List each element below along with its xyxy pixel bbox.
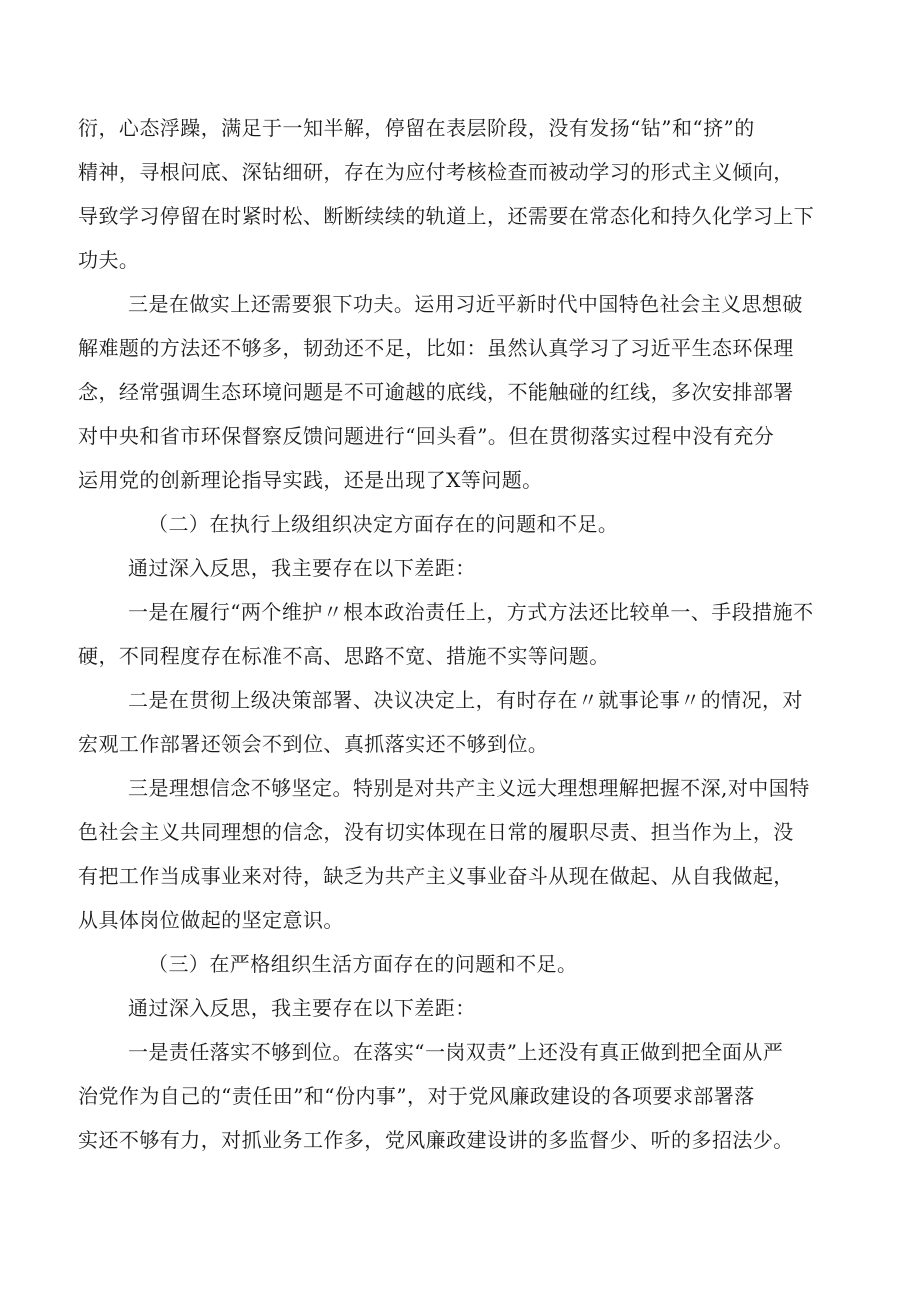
text-line: 功夫。: [78, 248, 140, 272]
text-line: 衍，心态浮躁，满足于一知半解，停留在表层阶段，没有发扬“钻”和“挤”的: [78, 116, 755, 140]
paragraph-first-line: 三是在做实上还需要狠下功夫。运用习近平新时代中国特色社会主义思想破: [128, 292, 803, 316]
text-line: 运用党的创新理论指导实践，还是出现了X等问题。: [78, 468, 543, 492]
text-line: 有把工作当成事业来对待，缺乏为共产主义事业奋斗从现在做起、从自我做起，: [78, 864, 794, 888]
text-line: 念，经常强调生态环境问题是不可逾越的底线，不能触碰的红线，多次安排部署: [78, 380, 794, 404]
paragraph-first-line: 二是在贯彻上级决策部署、决议决定上，有时存在〃就事论事〃的情况，对: [128, 688, 803, 712]
text-line: 对中央和省市环保督察反馈问题进行“回头看”。但在贯彻落实过程中没有充分: [78, 424, 775, 448]
paragraph-first-line: 通过深入反思，我主要存在以下差距：: [128, 996, 476, 1020]
paragraph-first-line: 三是理想信念不够坚定。特别是对共产主义远大理想理解把握不深,对中国特: [128, 776, 810, 800]
section-heading: （二）在执行上级组织决定方面存在的问题和不足。: [148, 512, 619, 536]
text-line: 实还不够有力，对抓业务工作多，党风廉政建设讲的多监督少、听的多招法少。: [78, 1128, 794, 1152]
text-line: 精神，寻根问底、深钻细研，存在为应付考核检查而被动学习的形式主义倾向，: [78, 160, 794, 184]
text-line: 治党作为自己的“责任田”和“份内事”，对于党风廉政建设的各项要求部署落: [78, 1084, 755, 1108]
paragraph-first-line: 一是责任落实不够到位。在落实“一岗双责”上还没有真正做到把全面从严: [128, 1040, 784, 1064]
text-line: 解难题的方法还不够多，韧劲还不足，比如：虽然认真学习了习近平生态环保理: [78, 336, 794, 360]
text-line: 宏观工作部署还领会不到位、真抓落实还不够到位。: [78, 732, 549, 756]
section-heading: （三）在严格组织生活方面存在的问题和不足。: [148, 952, 578, 976]
text-line: 硬，不同程度存在标准不高、思路不宽、措施不实等问题。: [78, 644, 610, 668]
text-line: 导致学习停留在时紧时松、断断续续的轨道上，还需要在常态化和持久化学习上下: [78, 204, 815, 228]
text-line: 色社会主义共同理想的信念，没有切实体现在日常的履职尽责、担当作为上，没: [78, 820, 794, 844]
text-line: 从具体岗位做起的坚定意识。: [78, 908, 344, 932]
paragraph-first-line: 通过深入反思，我主要存在以下差距：: [128, 556, 476, 580]
paragraph-first-line: 一是在履行“两个维护〃根本政治责任上，方式方法还比较单一、手段措施不: [128, 600, 814, 624]
